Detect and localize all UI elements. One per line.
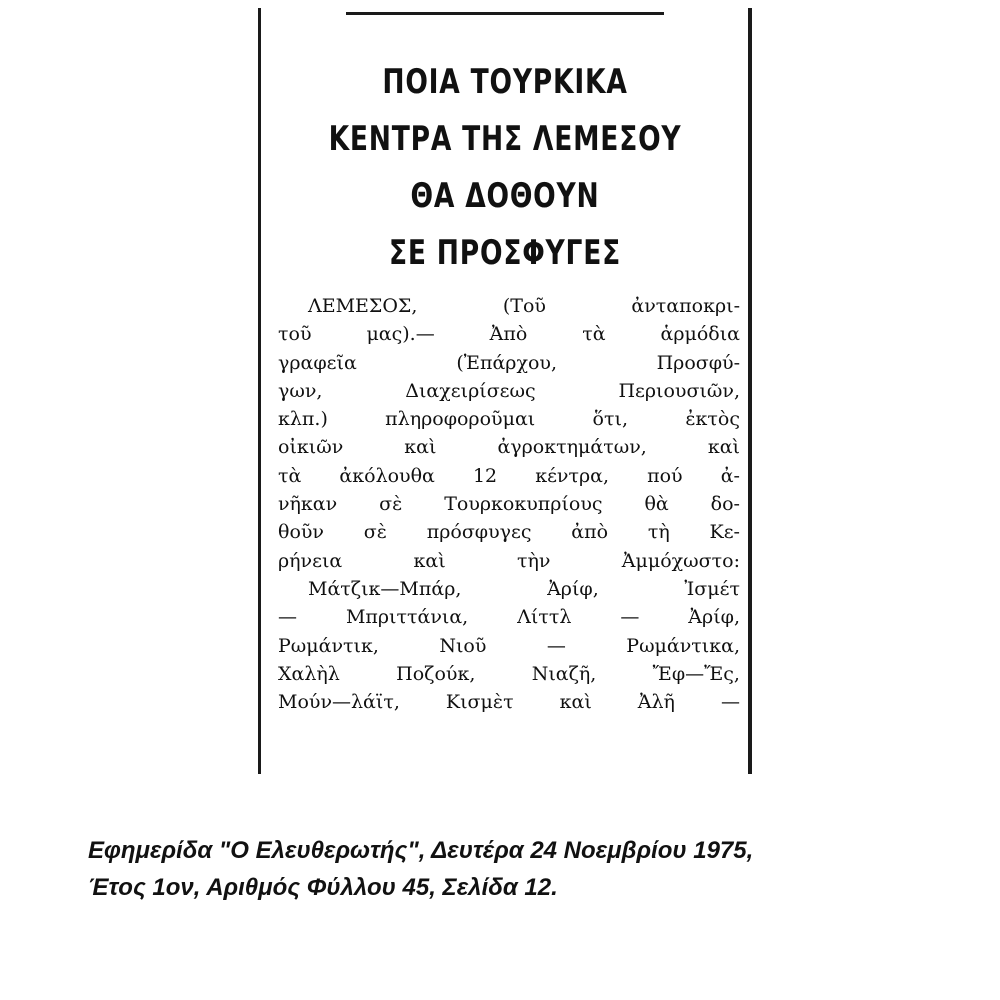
body-line bbox=[278, 603, 740, 631]
body-word: ἀνταποκρι- bbox=[631, 295, 740, 317]
body-line bbox=[278, 518, 740, 546]
body-line bbox=[278, 433, 740, 461]
body-word: Ἔφ—Ἔς, bbox=[652, 662, 740, 685]
body-word: Ἀλῆ bbox=[637, 691, 675, 714]
column-rule-right bbox=[748, 8, 752, 774]
body-word: — bbox=[620, 606, 640, 629]
body-word: πού bbox=[647, 464, 683, 487]
body-line bbox=[278, 660, 740, 688]
body-word: Ἀμμόχωστο: bbox=[621, 549, 740, 572]
body-line bbox=[278, 688, 740, 716]
body-word: ἀγροκτημάτων, bbox=[497, 436, 647, 459]
body-word: καὶ bbox=[707, 436, 740, 459]
body-line bbox=[278, 292, 740, 320]
body-word: Διαχειρίσεως bbox=[405, 379, 536, 402]
body-word: κλπ.) bbox=[278, 408, 328, 431]
body-line bbox=[278, 405, 740, 433]
body-word: οἰκιῶν bbox=[278, 436, 344, 459]
body-word: δο- bbox=[710, 493, 740, 516]
body-line bbox=[278, 632, 740, 660]
body-word: τὴν bbox=[517, 549, 551, 572]
headline-line: ΘΑ ΔΟΘΟΥΝ bbox=[410, 176, 600, 216]
body-word: τὴ bbox=[647, 521, 670, 544]
body-word: Ἀρίφ, bbox=[547, 577, 599, 600]
body-word: Χαλὴλ bbox=[278, 662, 340, 685]
body-word: νῆκαν bbox=[278, 493, 338, 516]
column-rule-left bbox=[258, 8, 261, 774]
body-word: Μπριττάνια, bbox=[345, 606, 469, 629]
body-word: ΛΕΜΕΣΟΣ, bbox=[308, 295, 418, 317]
body-word: Προσφύ- bbox=[656, 351, 740, 374]
body-line bbox=[278, 349, 740, 377]
source-caption bbox=[88, 832, 948, 906]
body-word: Λίττλ bbox=[517, 606, 572, 629]
body-line bbox=[278, 377, 740, 405]
body-word: Ἰσμέτ bbox=[684, 577, 740, 600]
body-word: Μούν—λάϊτ, bbox=[278, 691, 400, 714]
body-line bbox=[278, 575, 740, 603]
column-rule-top bbox=[346, 12, 664, 15]
caption-line-1: Εφημερίδα "Ο Ελευθερωτής", Δευτέρα 24 Νοεμβρίου 1975, bbox=[88, 837, 754, 864]
body-word: Κισμὲτ bbox=[445, 691, 514, 714]
headline-line: ΚΕΝΤΡΑ ΤΗΣ ΛΕΜΕΣΟΥ bbox=[328, 119, 682, 159]
body-word: (Τοῦ bbox=[502, 295, 546, 317]
body-word: Νιοῦ bbox=[439, 634, 487, 657]
body-word: καὶ bbox=[413, 549, 446, 572]
body-word: Μάτζικ—Μπάρ, bbox=[308, 577, 462, 600]
body-word: ἁρμόδια bbox=[660, 323, 740, 346]
body-line bbox=[278, 320, 740, 348]
body-word: γραφεῖα bbox=[278, 351, 357, 374]
body-word: Ρωμάντικ, bbox=[278, 634, 379, 657]
body-word: Νιαζῆ, bbox=[531, 662, 597, 685]
headline-line: ΠΟΙΑ ΤΟΥΡΚΙΚΑ bbox=[382, 62, 628, 102]
newspaper-clipping bbox=[258, 8, 752, 774]
body-word: ἀπὸ bbox=[571, 521, 609, 544]
body-word: Ρωμάντικα, bbox=[626, 634, 740, 657]
body-word: τοῦ bbox=[278, 323, 312, 346]
body-line bbox=[278, 547, 740, 575]
body-word: σὲ bbox=[379, 493, 403, 516]
body-word: μας).— bbox=[366, 323, 435, 346]
body-word: (Ἐπάρχου, bbox=[456, 351, 558, 374]
article-headline bbox=[268, 54, 742, 282]
body-word: — bbox=[720, 691, 740, 714]
body-word: 12 bbox=[472, 464, 498, 487]
body-word: — bbox=[278, 606, 297, 629]
body-word: κέντρα, bbox=[535, 464, 610, 487]
body-word: σὲ bbox=[363, 521, 387, 544]
body-word: καὶ bbox=[559, 691, 592, 714]
body-word: θοῦν bbox=[278, 521, 324, 544]
body-word: Κε- bbox=[709, 521, 740, 544]
headline-line: ΣΕ ΠΡΟΣΦΥΓΕΣ bbox=[388, 233, 622, 273]
body-word: ρήνεια bbox=[278, 549, 343, 572]
body-word: πληροφοροῦμαι bbox=[385, 408, 536, 431]
body-word: Ἀρίφ, bbox=[688, 606, 740, 629]
body-word: τὰ bbox=[278, 464, 302, 487]
body-line bbox=[278, 490, 740, 518]
body-word: γων, bbox=[278, 379, 323, 402]
body-word: Ἀπὸ bbox=[489, 323, 528, 346]
body-word: Τουρκοκυπρίους bbox=[444, 493, 603, 516]
article-body bbox=[278, 292, 740, 716]
body-word: ἀκόλουθα bbox=[339, 464, 435, 487]
caption-line-2: Έτος 1ον, Αριθμός Φύλλου 45, Σελίδα 12. bbox=[88, 874, 558, 901]
body-word: τὰ bbox=[582, 323, 606, 346]
body-word: — bbox=[546, 634, 566, 657]
body-word: ἐκτὸς bbox=[685, 408, 740, 431]
body-word: πρόσφυγες bbox=[426, 521, 532, 544]
body-word: ἀ- bbox=[720, 464, 740, 487]
body-word: θὰ bbox=[644, 493, 669, 516]
body-word: Περιουσιῶν, bbox=[618, 379, 740, 402]
body-word: καὶ bbox=[404, 436, 437, 459]
body-word: Ποζούκ, bbox=[396, 662, 476, 685]
body-line bbox=[278, 462, 740, 490]
body-word: ὅτι, bbox=[592, 408, 628, 431]
